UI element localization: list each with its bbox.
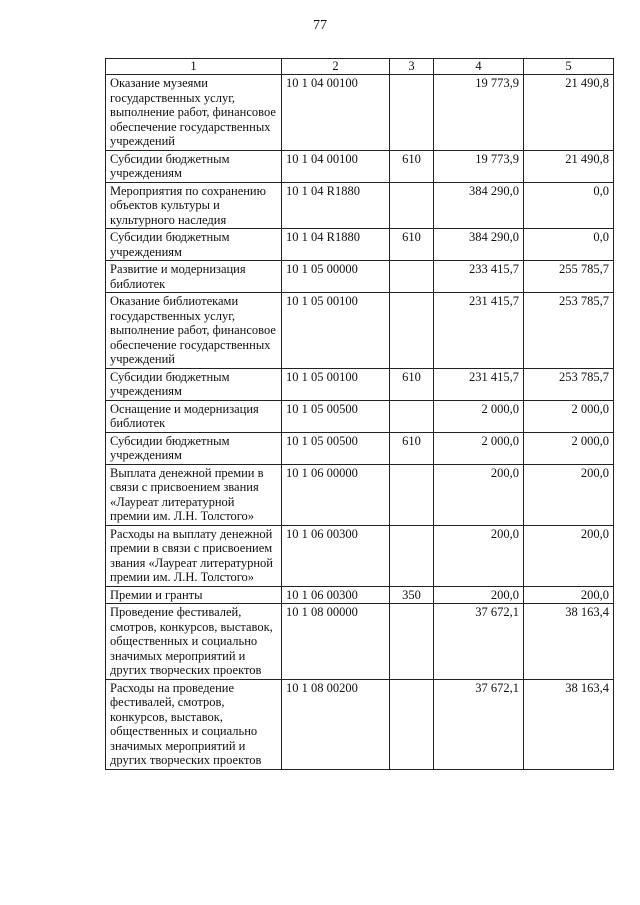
table-row <box>106 261 614 293</box>
cell-expense-type <box>390 525 434 586</box>
cell-name: Оснащение и модернизация библиотек <box>106 400 282 432</box>
table-row <box>106 604 614 680</box>
cell-expense-type <box>390 464 434 525</box>
cell-target-code: 10 1 05 00100 <box>282 293 390 369</box>
table-row <box>106 432 614 464</box>
table-header <box>106 59 614 75</box>
table-body <box>106 75 614 770</box>
column-header-5: 5 <box>524 59 614 75</box>
table-row <box>106 75 614 151</box>
cell-amount-year-1: 200,0 <box>434 586 524 604</box>
cell-name: Субсидии бюджетным учреждениям <box>106 432 282 464</box>
cell-expense-type: 610 <box>390 229 434 261</box>
cell-amount-year-1: 19 773,9 <box>434 150 524 182</box>
cell-amount-year-2: 200,0 <box>524 586 614 604</box>
cell-target-code: 10 1 08 00200 <box>282 679 390 769</box>
cell-target-code: 10 1 05 00500 <box>282 400 390 432</box>
cell-expense-type: 610 <box>390 150 434 182</box>
cell-expense-type <box>390 604 434 680</box>
cell-amount-year-2: 253 785,7 <box>524 368 614 400</box>
cell-name: Субсидии бюджетным учреждениям <box>106 150 282 182</box>
column-header-1: 1 <box>106 59 282 75</box>
cell-target-code: 10 1 04 R1880 <box>282 182 390 229</box>
cell-name: Субсидии бюджетным учреждениям <box>106 229 282 261</box>
cell-amount-year-2: 2 000,0 <box>524 432 614 464</box>
cell-amount-year-1: 231 415,7 <box>434 293 524 369</box>
table-row <box>106 464 614 525</box>
cell-expense-type <box>390 261 434 293</box>
cell-name: Проведение фестивалей, смотров, конкурсов, выставок, общественных и социально значимых мероприятий и других творческих проектов <box>106 604 282 680</box>
table-row <box>106 229 614 261</box>
cell-name: Мероприятия по сохранению объектов культуры и культурного наследия <box>106 182 282 229</box>
cell-expense-type <box>390 75 434 151</box>
page-number: 77 <box>313 18 327 33</box>
cell-target-code: 10 1 06 00000 <box>282 464 390 525</box>
cell-expense-type: 610 <box>390 432 434 464</box>
cell-expense-type <box>390 400 434 432</box>
cell-name: Субсидии бюджетным учреждениям <box>106 368 282 400</box>
cell-target-code: 10 1 05 00100 <box>282 368 390 400</box>
cell-amount-year-2: 0,0 <box>524 182 614 229</box>
cell-amount-year-1: 200,0 <box>434 464 524 525</box>
cell-amount-year-1: 37 672,1 <box>434 679 524 769</box>
cell-target-code: 10 1 05 00000 <box>282 261 390 293</box>
column-header-2: 2 <box>282 59 390 75</box>
cell-amount-year-2: 253 785,7 <box>524 293 614 369</box>
column-header-4: 4 <box>434 59 524 75</box>
cell-name: Оказание музеями государственных услуг, выполнение работ, финансовое обеспечение государственных учреждений <box>106 75 282 151</box>
cell-amount-year-1: 200,0 <box>434 525 524 586</box>
cell-target-code: 10 1 04 00100 <box>282 150 390 182</box>
cell-expense-type: 610 <box>390 368 434 400</box>
cell-target-code: 10 1 06 00300 <box>282 586 390 604</box>
cell-amount-year-1: 2 000,0 <box>434 400 524 432</box>
cell-target-code: 10 1 04 00100 <box>282 75 390 151</box>
cell-amount-year-1: 37 672,1 <box>434 604 524 680</box>
cell-amount-year-2: 38 163,4 <box>524 679 614 769</box>
cell-expense-type: 350 <box>390 586 434 604</box>
table-row <box>106 400 614 432</box>
budget-table <box>105 58 614 770</box>
table-row <box>106 525 614 586</box>
column-header-3: 3 <box>390 59 434 75</box>
cell-amount-year-1: 19 773,9 <box>434 75 524 151</box>
cell-amount-year-1: 233 415,7 <box>434 261 524 293</box>
table-row <box>106 368 614 400</box>
cell-amount-year-2: 200,0 <box>524 525 614 586</box>
cell-name: Расходы на выплату денежной премии в связи с присвоением звания «Лауреат литературной премии им. Л.Н. Толстого» <box>106 525 282 586</box>
cell-expense-type <box>390 182 434 229</box>
cell-amount-year-2: 2 000,0 <box>524 400 614 432</box>
cell-name: Выплата денежной премии в связи с присвоением звания «Лауреат литературной премии им. Л.Н. Толстого» <box>106 464 282 525</box>
cell-expense-type <box>390 679 434 769</box>
cell-amount-year-1: 384 290,0 <box>434 182 524 229</box>
table-row <box>106 293 614 369</box>
cell-target-code: 10 1 08 00000 <box>282 604 390 680</box>
cell-amount-year-2: 21 490,8 <box>524 75 614 151</box>
table-row <box>106 150 614 182</box>
cell-name: Развитие и модернизация библиотек <box>106 261 282 293</box>
cell-amount-year-2: 255 785,7 <box>524 261 614 293</box>
cell-amount-year-2: 21 490,8 <box>524 150 614 182</box>
table-row <box>106 586 614 604</box>
cell-amount-year-2: 0,0 <box>524 229 614 261</box>
table-row <box>106 679 614 769</box>
cell-expense-type <box>390 293 434 369</box>
cell-amount-year-1: 384 290,0 <box>434 229 524 261</box>
cell-target-code: 10 1 04 R1880 <box>282 229 390 261</box>
cell-name: Расходы на проведение фестивалей, смотров, конкурсов, выставок, общественных и социально значимых мероприятий и других творческих проектов <box>106 679 282 769</box>
table-row <box>106 182 614 229</box>
cell-name: Оказание библиотеками государственных услуг, выполнение работ, финансовое обеспечение государственных учреждений <box>106 293 282 369</box>
cell-amount-year-2: 38 163,4 <box>524 604 614 680</box>
cell-target-code: 10 1 06 00300 <box>282 525 390 586</box>
cell-amount-year-2: 200,0 <box>524 464 614 525</box>
header-row <box>106 59 614 75</box>
cell-name: Премии и гранты <box>106 586 282 604</box>
cell-amount-year-1: 2 000,0 <box>434 432 524 464</box>
cell-target-code: 10 1 05 00500 <box>282 432 390 464</box>
cell-amount-year-1: 231 415,7 <box>434 368 524 400</box>
